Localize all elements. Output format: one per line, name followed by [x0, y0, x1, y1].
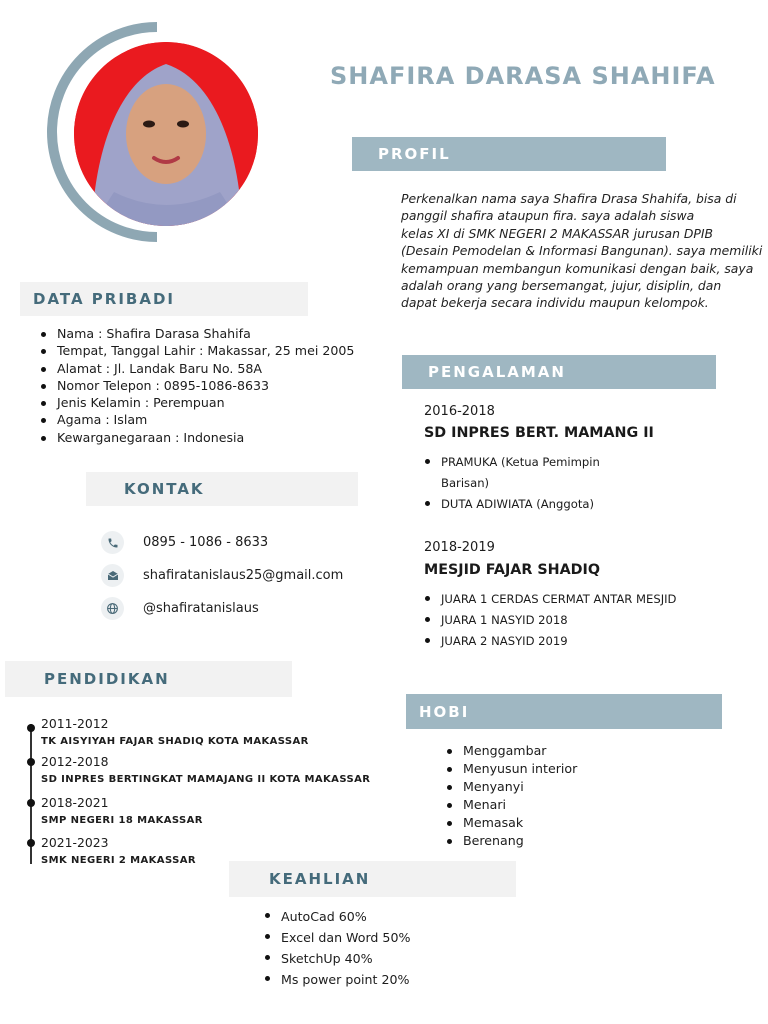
education-year: 2018-2021 — [41, 795, 109, 810]
globe-icon — [101, 597, 124, 620]
list-item: Menari — [463, 796, 577, 814]
timeline-dot — [27, 758, 35, 766]
experience-list — [441, 589, 676, 652]
profil-line: panggil shafira ataupun fira. saya adalah siswa — [401, 208, 695, 224]
list-item: Nama : Shafira Darasa Shahifa — [57, 325, 354, 342]
list-item: AutoCad 60% — [281, 906, 410, 927]
list-item: JUARA 2 NASYID 2019 — [441, 631, 676, 652]
keahlian-heading: KEAHLIAN — [229, 861, 516, 897]
timeline-dot — [27, 724, 35, 732]
profil-line: Perkenalkan nama saya Shafira Drasa Shahifa, bisa di — [401, 191, 737, 206]
profil-line: kemampuan membangun komunikasi dengan baik, saya — [401, 260, 754, 276]
profil-line: dapat bekerja secara individu maupun kelompok. — [401, 295, 709, 311]
list-item: Nomor Telepon : 0895-1086-8633 — [57, 377, 354, 394]
contact-social — [101, 597, 259, 620]
contact-phone — [101, 531, 268, 554]
list-item: SketchUp 40% — [281, 948, 410, 969]
list-item: DUTA ADIWIATA (Anggota) — [441, 494, 600, 515]
list-item: Menggambar — [463, 742, 577, 760]
timeline-dot — [27, 799, 35, 807]
list-item: Kewarganegaraan : Indonesia — [57, 429, 354, 446]
list-item: Tempat, Tanggal Lahir : Makassar, 25 mei 2005 — [57, 343, 355, 359]
pendidikan-heading: PENDIDIKAN — [5, 661, 292, 697]
list-item: JUARA 1 NASYID 2018 — [441, 610, 676, 631]
kontak-heading: KONTAK — [86, 472, 358, 506]
data-pribadi-heading: DATA PRIBADI — [20, 282, 308, 316]
education-year: 2011-2012 — [41, 716, 109, 731]
full-name: SHAFIRA DARASA SHAHIFA — [330, 62, 716, 90]
education-school: TK AISYIYAH FAJAR SHADIQ KOTA MAKASSAR — [41, 736, 309, 747]
hobi-heading: HOBI — [406, 694, 722, 729]
list-item: Ms power point 20% — [281, 969, 410, 990]
profile-photo — [74, 42, 258, 226]
list-item: Menyanyi — [463, 778, 577, 796]
keahlian-list — [281, 906, 410, 990]
person-avatar-icon — [74, 42, 258, 226]
email-text[interactable]: shafiratanislaus25@gmail.com — [143, 568, 344, 583]
hobi-list — [463, 742, 577, 849]
timeline-dot — [27, 839, 35, 847]
education-school: SD INPRES BERTINGKAT MAMAJANG II KOTA MAKASSAR — [41, 774, 371, 785]
list-item: Memasak — [463, 814, 577, 832]
list-item: JUARA 1 CERDAS CERMAT ANTAR MESJID — [441, 589, 676, 610]
list-item: Berenang — [463, 832, 577, 850]
phone-icon — [101, 531, 124, 554]
profil-line: (Desain Pemodelan & Informasi Bangunan). saya memiliki — [401, 243, 763, 259]
pengalaman-heading: PENGALAMAN — [402, 355, 716, 389]
phone-text[interactable]: 0895 - 1086 - 8633 — [143, 535, 269, 550]
experience-year: 2018-2019 — [424, 540, 495, 555]
contact-email — [101, 564, 343, 587]
list-item: Agama : Islam — [57, 411, 354, 428]
social-text[interactable]: @shafiratanislaus — [143, 601, 259, 616]
education-year: 2021-2023 — [41, 835, 109, 850]
experience-year: 2016-2018 — [424, 404, 495, 419]
education-school: SMK NEGERI 2 MAKASSAR — [41, 855, 196, 866]
data-pribadi-list — [57, 325, 354, 446]
list-item-continuation: Barisan) — [441, 476, 490, 490]
education-school: SMP NEGERI 18 MAKASSAR — [41, 815, 203, 826]
profil-line: kelas XI di SMK NEGERI 2 MAKASSAR jurusan DPIB — [401, 225, 714, 241]
list-item: Alamat : Jl. Landak Baru No. 58A — [57, 360, 354, 377]
profil-heading: PROFIL — [352, 137, 666, 171]
profil-paragraph — [401, 190, 763, 312]
list-item: Excel dan Word 50% — [281, 927, 410, 948]
email-icon — [101, 564, 124, 587]
experience-title: MESJID FAJAR SHADIQ — [424, 562, 601, 578]
list-item: Jenis Kelamin : Perempuan — [57, 394, 354, 411]
profil-line: adalah orang yang bersemangat, jujur, disiplin, dan — [401, 278, 722, 294]
experience-list — [441, 452, 600, 515]
experience-title: SD INPRES BERT. MAMANG II — [424, 425, 654, 441]
education-year: 2012-2018 — [41, 754, 109, 769]
list-item: Menyusun interior — [463, 760, 578, 776]
list-item: PRAMUKA (Ketua Pemimpin — [441, 452, 600, 473]
